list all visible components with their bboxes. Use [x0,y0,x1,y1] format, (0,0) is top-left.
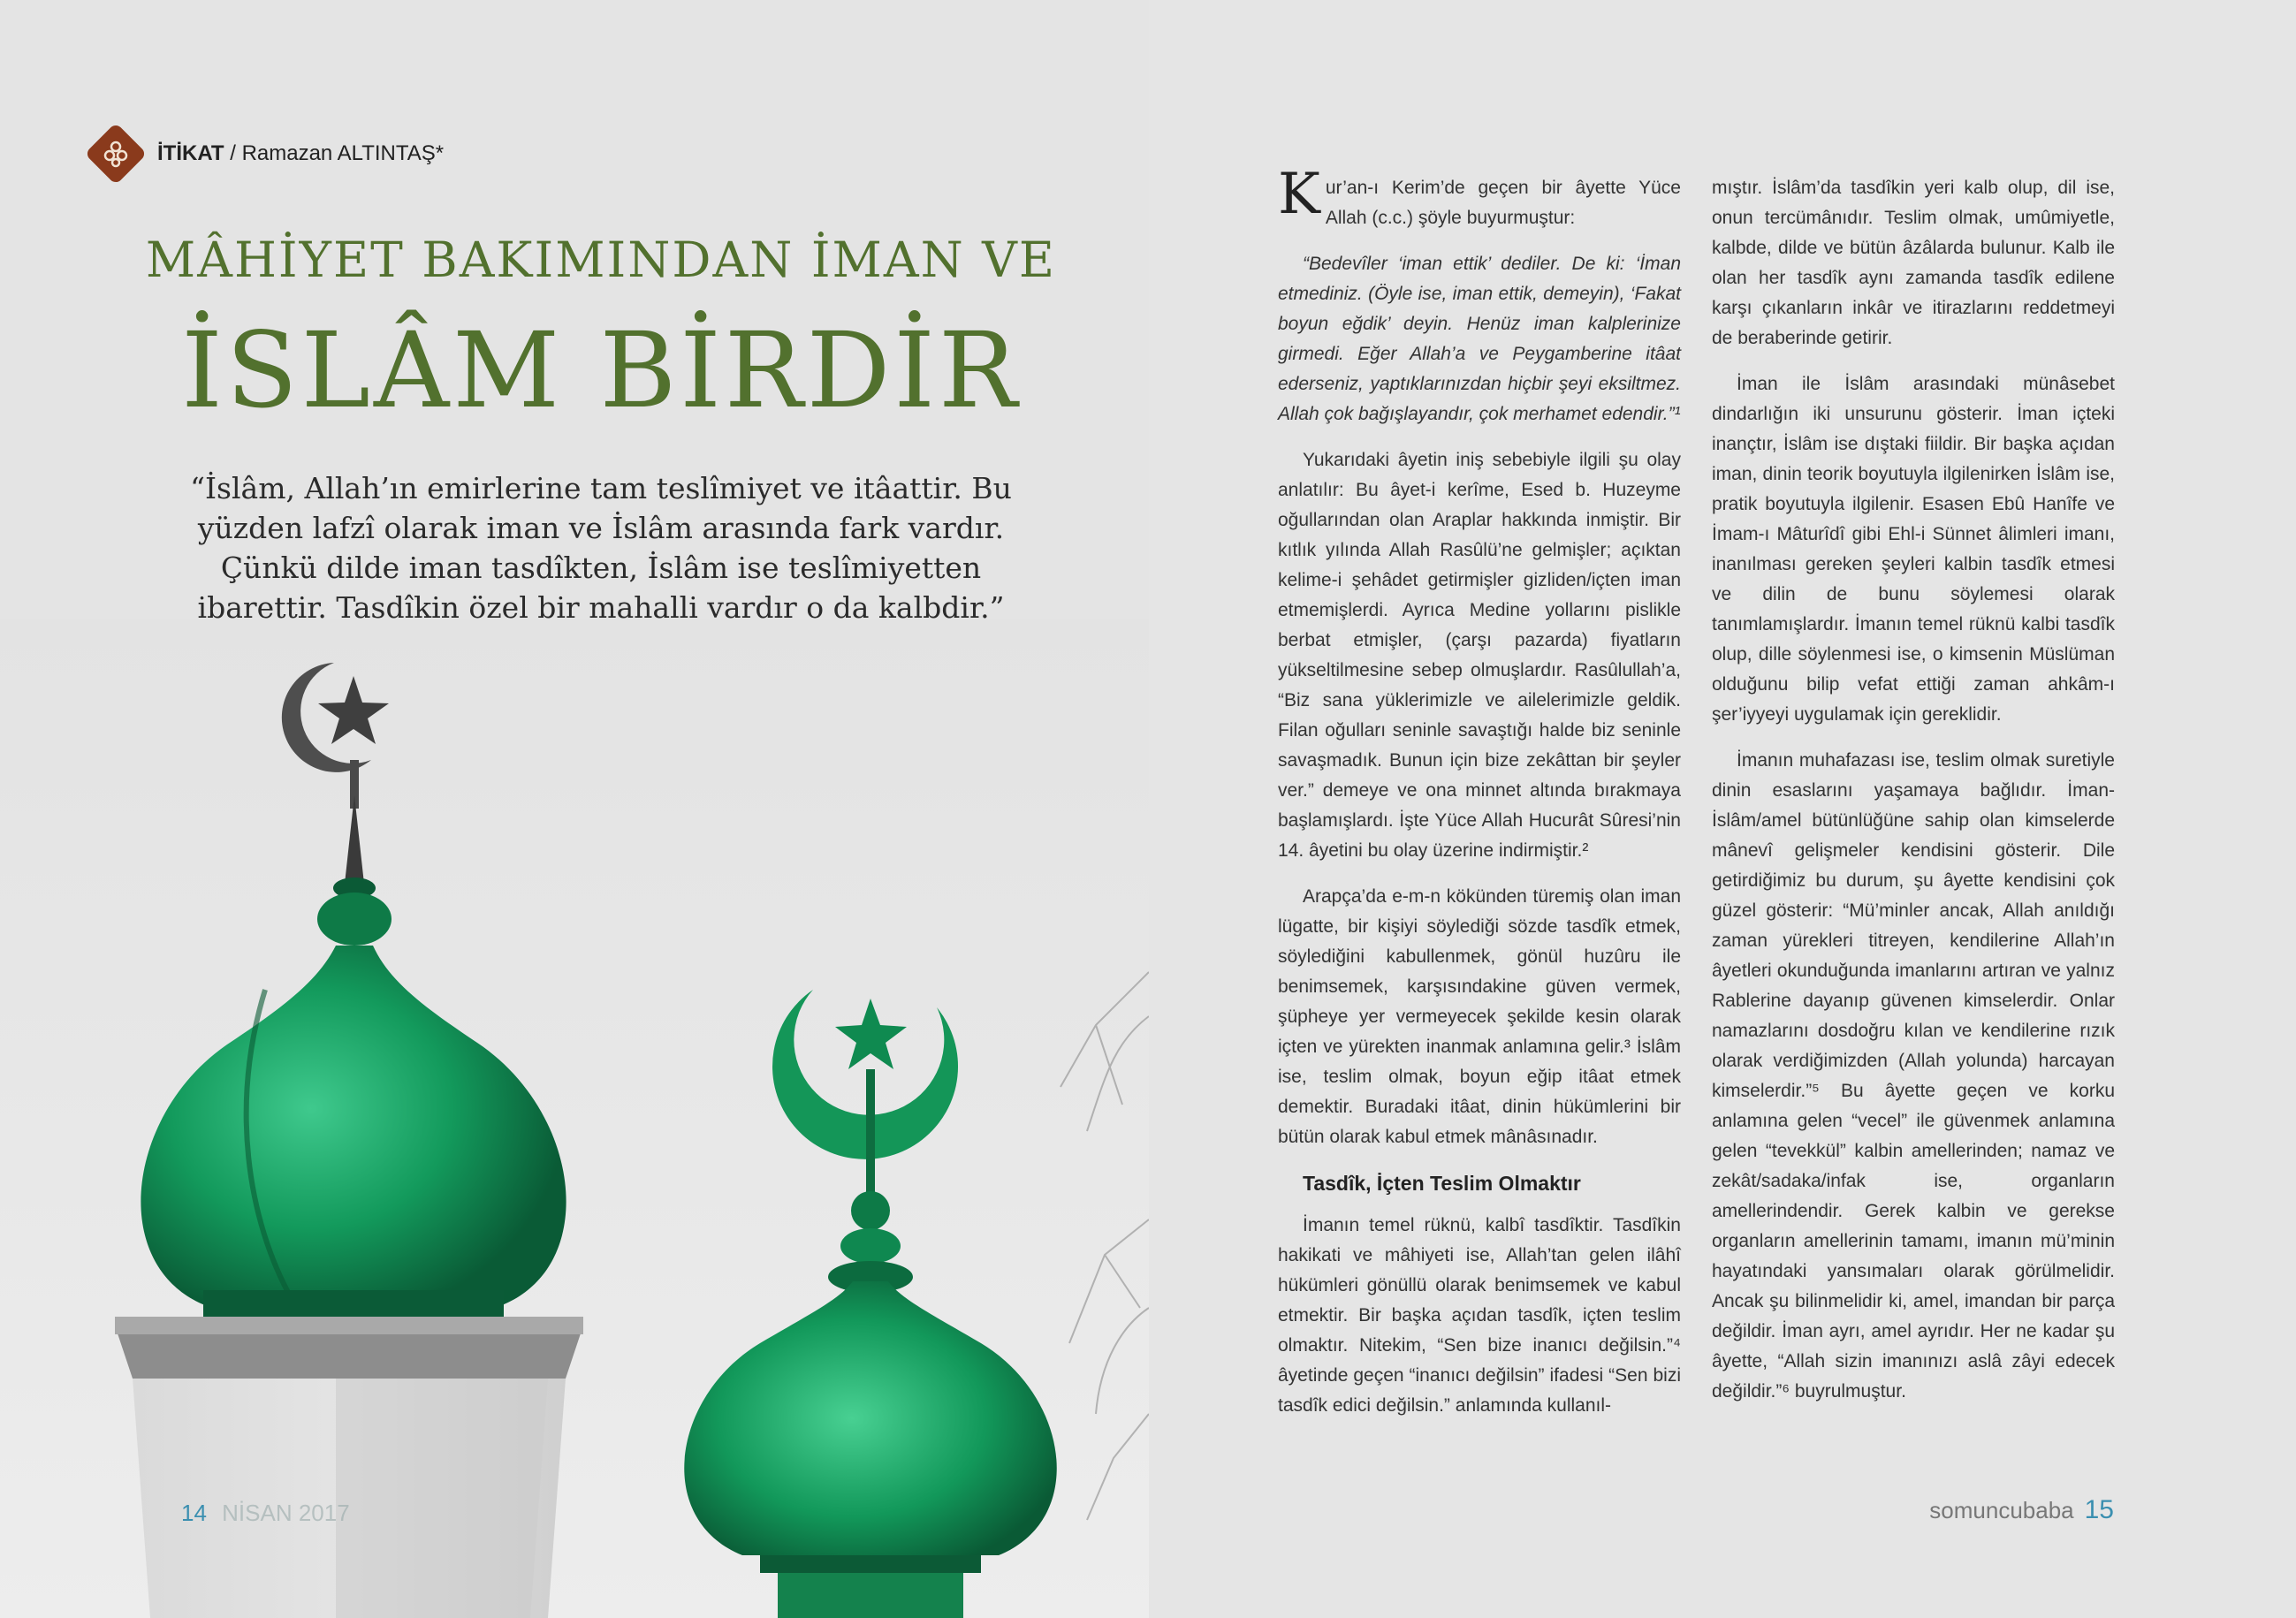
pull-quote: “İslâm, Allah’ın emirlerine tam teslîmiyet ve itâattir. Bu yüzden lafzî olarak iman ve İslâm arasında fark vardır. Çünkü dilde iman tasdîkten, İslâm ise teslîmiyetten ibarettir. Tasdîkin özel bir mahalli vardır o da kalbdir.” [190,471,1012,625]
paragraph: İmanın temel rüknü, kalbî tasdîktir. Tasdîkin hakikati ve mâhiyeti ise, Allah’tan gelen ilâhî hükümleri gönüllü olarak benimsemek ve kabul etmektir. Bir başka açıdan tasdîk, içten teslim olmaktır. Nitekim, “Sen bize inanıcı değilsin.”⁴ âyetinde geçen “inanıcı değilsin” ifadesi “Sen bizi tasdîk edici değilsin.” anlamında kullanıl- [1278,1215,1681,1416]
page-number-left: 14 [181,1500,207,1526]
section-name: İTİKAT [157,141,224,165]
text-column-2 [1712,173,2115,1423]
header-separator: / [224,141,242,165]
page-number-right: 15 [2084,1495,2114,1524]
footer-right [1929,1495,2114,1525]
header-text [157,141,444,166]
paragraph: İmanın muhafazası ise, teslim olmak suretiyle dinin esaslarını yaşamaya bağlıdır. İman-İslâm/amel bütünlüğüne sahip olan kimselerde mânevî gelişmeler kendisini gösterir. Dile getirdiğimiz bu durum, şu âyette kendisini çok güzel gösterir: “Mü’minler ancak, Allah anıldığı zaman yürekleri titreyen, kendilerine Allah’ın âyetleri okunduğunda imanlarını artıran ve yalnız Rablerine dayanıp güvenen kimselerdir. Onlar namazlarını dosdoğru kılan ve kendilerine rızık olarak verdiğimizden (Allah yolunda) harcayan kimselerdir.”⁵ Bu âyette geçen ve korku anlamına gelen “vecel” ile güvenmek anlamına gelen “tevekkül” kalbin amellerinden; namaz ve zekât/sadaka/infak ise, organların amellerindendir. Gerek kalbin ve gerekse organların amellerinin tamamı, imanın mü’minin hayatındaki yansımaları olarak görülmelidir. Ancak şu bilinmelidir ki, amel, imandan bir parça değildir. İman ayrı, amel ayrıdır. Her ne kadar şu âyette, “Allah sizin imanınızı aslâ zâyi edecek değildir.”⁶ buyrulmuştur. [1712,750,2115,1402]
paragraph: İman ile İslâm arasındaki münâsebet dindarlığın iki unsurunu gösterir. İman içteki inançtır, İslâm ise dıştaki fiildir. Bir başka açıdan iman, dinin teorik boyutuyla ilgilenirken İslâm ise, pratik boyutuyla ilgilenir. Esasen Ebû Hanîfe ve İmam-ı Mâturîdî gibi Ehl-i Sünnet âlimleri imanı, inanılması gereken şeyleri kalbin tasdîk etmesi ve dilin de bunu söylemesi olarak tanımlamışlardır. İmanın temel rüknü kalbi tasdîk olup, dille söylenmesi ise, o kimsenin Müslüman olduğunu bilip vefat ettiği zaman ahkâm-ı şer’iyyeyi uygulamak için gereklidir. [1712,374,2115,725]
author-name: Ramazan ALTINTAŞ* [241,141,445,165]
quote-verse: “Bedevîler ‘iman ettik’ dediler. De ki: ‘İman etmediniz. (Öyle ise, iman ettik, demeyin), ‘Fakat boyun eğdik’ deyin. Henüz iman kalplerinize girmedi. Eğer Allah’a ve Peygamberine itâat ederseniz, yaptıklarınızdan hiçbir şeyi eksiltmez. Allah çok bağışlayandır, çok merhamet edendir.”¹ [1278,254,1681,424]
section-header [85,122,444,186]
right-page [1149,0,2296,1618]
subheading: Tasdîk, İçten Teslim Olmaktır [1303,1172,1581,1195]
paragraph: mıştır. İslâm’da tasdîkin yeri kalb olup, dil ise, onun tercümânıdır. Teslim olmak, umûmiyetle, kalbde, dilde ve bütün âzâlarda bulunur. Kalb ile olan her tasdîk aynı zamanda tasdîk edilene karşı çıkanların inkâr ve itirazlarını reddetmeyi de beraberinde getirir. [1712,178,2115,348]
paragraph: Yukarıdaki âyetin iniş sebebiyle ilgili şu olay anlatılır: Bu âyet-i kerîme, Esed b. Huzeyme oğullarından olan Araplar hakkında inmiştir. Bir kıtlık yılında Allah Rasûlü’ne gelmişler; açıktan kelime-i şehâdet getirmişler gizliden/içten iman etmemişlerdi. Ayrıca Medine yollarını pislikle berbat etmişler, (çarşı pazarda) fiyatların yükseltilmesine sebep olmuşlardır. Rasûlullah’a, “Biz sana yüklerimizle ve ailelerimizle geldik. Filan oğulları seninle savaştığı halde biz seninle savaşmadık. Bunun için bize zekâttan bir şeyler ver.” demeye ve ona minnet altında bırakmaya başlamışlardı. İşte Yüce Allah Hucurât Sûresi’nin 14. âyetini bu olay üzerine indirmiştir.² [1278,450,1681,861]
title-line-2: İSLÂM BİRDİR [181,309,1021,431]
issue-date: NİSAN 2017 [222,1500,350,1526]
ornament-diamond-icon [85,123,148,186]
text-column-1 [1278,162,1681,1437]
paragraph: Arapça’da e-m-n kökünden türemiş olan iman lügatte, bir kişiyi söylediği sözde tasdîk etmek, söylediğini kabullenmek, gönül huzûru ile benimsemek, karşısındakine güven vermek, şüpheye yer vermeyecek şekilde kesin olarak içten ve yürekten inanmak anlamına gelir.³ İslâm ise, teslim olmak, boyun eğip itâat etmek demektir. Buradaki itâat, dinin hükümlerini bir bütün olarak kabul etmek mânâsınadır. [1278,886,1681,1147]
magazine-brand: somuncubaba [1929,1497,2074,1523]
title-line-1: MÂHİYET BAKIMINDAN İMAN VE [145,232,1057,288]
footer-left [181,1500,350,1527]
paragraph: Kur’an-ı Kerim’de geçen bir âyette Yüce Allah (c.c.) şöyle buyurmuştur: [1278,162,1681,228]
